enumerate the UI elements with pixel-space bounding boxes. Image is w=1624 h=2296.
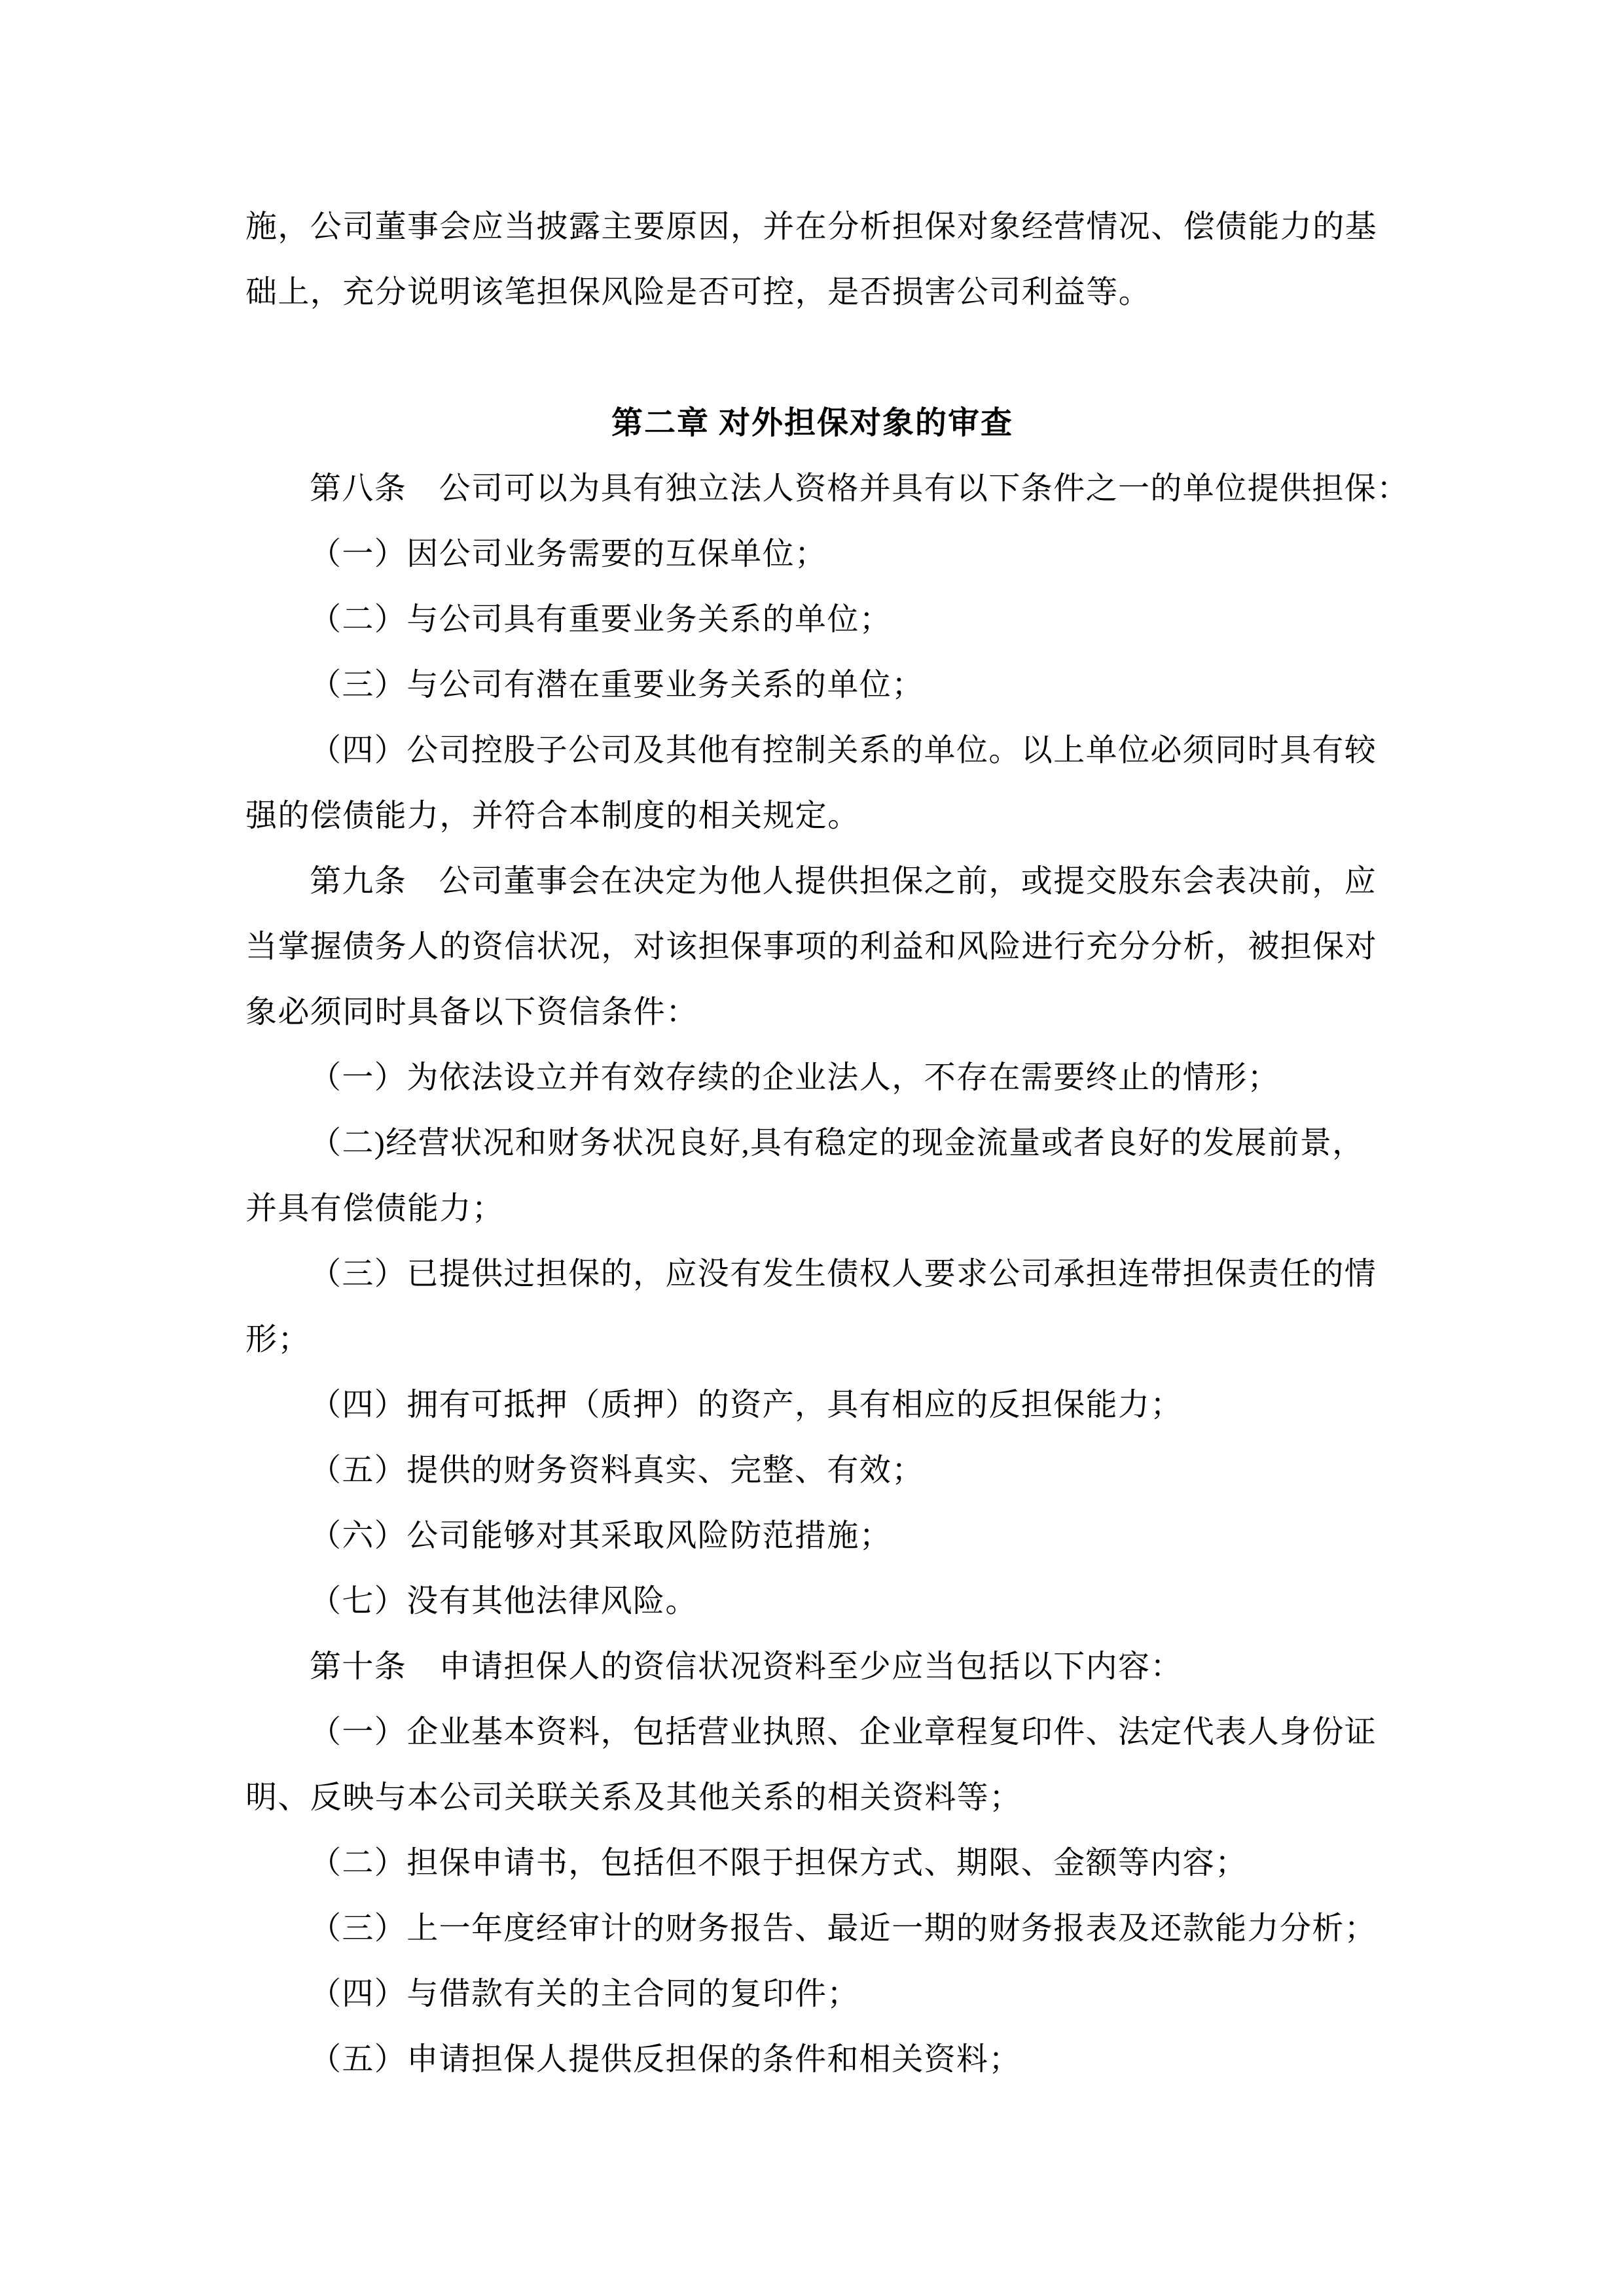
text-line: （四）拥有可抵押（质押）的资产，具有相应的反担保能力； xyxy=(310,1388,1183,1422)
text-line: （四）与借款有关的主合同的复印件； xyxy=(310,1977,859,2011)
text-line: （二)经营状况和财务状况良好,具有稳定的现金流量或者良好的发展前景， xyxy=(310,1126,1365,1160)
text-line: （六）公司能够对其采取风险防范措施； xyxy=(310,1518,892,1553)
text-line: 础上，充分说明该笔担保风险是否可控，是否损害公司利益等。 xyxy=(245,275,1151,310)
text-line: 并具有偿债能力； xyxy=(245,1191,505,1226)
text-line: 施，公司董事会应当披露主要原因，并在分析担保对象经营情况、偿债能力的基 xyxy=(245,209,1378,244)
text-line: （一）企业基本资料，包括营业执照、企业章程复印件、法定代表人身份证 xyxy=(310,1715,1377,1749)
text-line: 强的偿债能力，并符合本制度的相关规定。 xyxy=(245,798,860,833)
blank-line xyxy=(245,325,1379,391)
chapter-heading: 第二章 对外担保对象的审查 xyxy=(611,406,1013,440)
document-body xyxy=(245,194,1409,2092)
text-line: （七）没有其他法律风险。 xyxy=(310,1584,698,1619)
text-line: （三）上一年度经审计的财务报告、最近一期的财务报表及还款能力分析； xyxy=(310,1911,1377,1946)
text-line: （四）公司控股子公司及其他有控制关系的单位。以上单位必须同时具有较 xyxy=(310,733,1377,768)
text-line: 第十条 申请担保人的资信状况资料至少应当包括以下内容： xyxy=(310,1649,1183,1684)
text-line: （二）担保申请书，包括但不限于担保方式、期限、金额等内容； xyxy=(310,1846,1248,1880)
text-line: 形； xyxy=(245,1322,310,1357)
text-line: 第九条 公司董事会在决定为他人提供担保之前，或提交股东会表决前，应 xyxy=(310,864,1377,899)
text-line: 当掌握债务人的资信状况，对该担保事项的利益和风险进行充分分析，被担保对 xyxy=(245,929,1378,964)
text-line: 第八条 公司可以为具有独立法人资格并具有以下条件之一的单位提供担保： xyxy=(310,471,1409,506)
text-line: 象必须同时具备以下资信条件： xyxy=(245,995,698,1030)
text-line: （一）为依法设立并有效存续的企业法人，不存在需要终止的情形； xyxy=(310,1060,1280,1095)
text-line: （五）提供的财务资料真实、完整、有效； xyxy=(310,1453,924,1488)
text-line: （三）与公司有潜在重要业务关系的单位； xyxy=(310,668,924,702)
text-line: 明、反映与本公司关联关系及其他关系的相关资料等； xyxy=(245,1780,1022,1815)
text-line: （一）因公司业务需要的互保单位； xyxy=(310,537,827,571)
text-line: （五）申请担保人提供反担保的条件和相关资料； xyxy=(310,2042,1021,2077)
text-line: （三）已提供过担保的，应没有发生债权人要求公司承担连带担保责任的情 xyxy=(310,1257,1377,1291)
text-line: （二）与公司具有重要业务关系的单位； xyxy=(310,602,892,637)
